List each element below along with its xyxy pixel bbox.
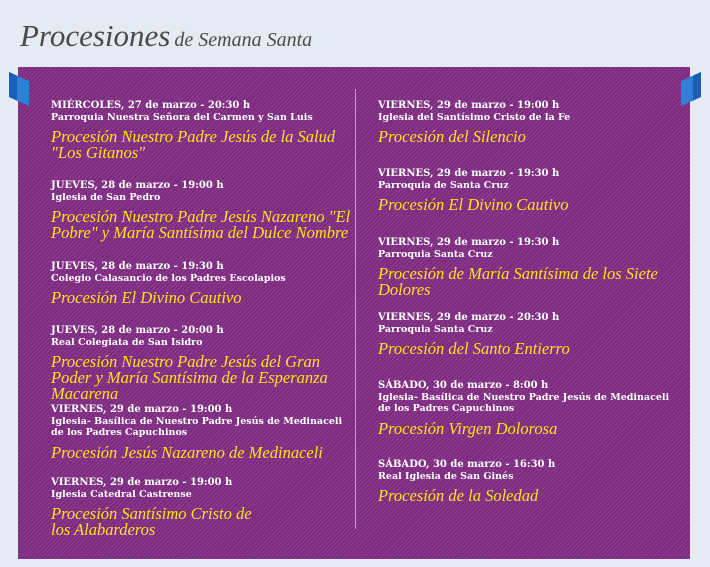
title-main: Procesiones bbox=[20, 18, 171, 53]
event-procession: Procesión Virgen Dolorosa bbox=[378, 418, 558, 438]
event-procession: Procesión Nuestro Padre Jesús de la Salud "Los Gitanos" bbox=[51, 127, 336, 162]
event-procession: Procesión del Santo Entierro bbox=[378, 339, 570, 358]
event-item bbox=[378, 459, 678, 504]
event-place: Parroquia Santa Cruz bbox=[378, 248, 493, 260]
event-item bbox=[51, 477, 261, 538]
event-date: MIÉRCOLES, 27 de marzo - 20:30 h bbox=[51, 100, 251, 111]
event-item bbox=[378, 312, 678, 357]
event-place: Iglesia del Santísimo Cristo de la Fe bbox=[378, 111, 571, 123]
title-subtitle: de Semana Santa bbox=[174, 29, 313, 51]
event-procession: Procesión El Divino Cautivo bbox=[51, 288, 242, 307]
event-place: Iglesia- Basílica de Nuestro Padre Jesús de Medinaceli de los Padres Capuchinos bbox=[378, 391, 670, 414]
event-procession: Procesión Santísimo Cristo de los Alabarderos bbox=[51, 504, 252, 539]
event-date: JUEVES, 28 de marzo - 20:00 h bbox=[51, 325, 224, 336]
event-date: JUEVES, 28 de marzo - 19:30 h bbox=[51, 261, 224, 272]
event-date: VIERNES, 29 de marzo - 20:30 h bbox=[378, 312, 560, 323]
event-procession: Procesión Nuestro Padre Jesús del Gran Poder y María Santísima de la Esperanza Macarena bbox=[51, 352, 328, 403]
event-item bbox=[51, 325, 356, 402]
event-place: Colegio Calasancio de los Padres Escolapios bbox=[51, 272, 286, 284]
event-date: VIERNES, 29 de marzo - 19:30 h bbox=[378, 237, 560, 248]
event-item bbox=[51, 100, 356, 161]
event-item bbox=[51, 261, 356, 306]
event-place: Real Iglesia de San Ginés bbox=[378, 470, 514, 482]
event-item bbox=[378, 380, 678, 437]
event-place: Iglesia- Basílica de Nuestro Padre Jesús de Medinaceli de los Padres Capuchinos bbox=[51, 415, 343, 438]
event-place: Parroquia Nuestra Señora del Carmen y San Luis bbox=[51, 111, 313, 123]
page-title bbox=[20, 18, 312, 54]
corner-ribbon-left-icon bbox=[9, 72, 29, 106]
event-procession: Procesión de María Santísima de los Siete Dolores bbox=[378, 264, 658, 299]
corner-ribbon-right-icon bbox=[681, 72, 701, 106]
event-date: VIERNES, 29 de marzo - 19:00 h bbox=[51, 404, 233, 415]
event-place: Parroquia Santa Cruz bbox=[378, 323, 493, 335]
event-item bbox=[51, 404, 356, 461]
event-date: VIERNES, 29 de marzo - 19:30 h bbox=[378, 168, 560, 179]
event-place: Real Colegiata de San Isidro bbox=[51, 336, 203, 348]
event-item bbox=[378, 237, 678, 298]
event-date: SÁBADO, 30 de marzo - 8:00 h bbox=[378, 380, 549, 391]
event-item bbox=[378, 168, 678, 213]
event-item bbox=[51, 180, 356, 241]
event-procession: Procesión del Silencio bbox=[378, 127, 526, 146]
event-place: Iglesia de San Pedro bbox=[51, 191, 161, 203]
event-place: Parroquia de Santa Cruz bbox=[378, 179, 509, 191]
event-date: VIERNES, 29 de marzo - 19:00 h bbox=[51, 477, 233, 488]
event-item bbox=[378, 100, 678, 145]
event-date: VIERNES, 29 de marzo - 19:00 h bbox=[378, 100, 560, 111]
event-date: JUEVES, 28 de marzo - 19:00 h bbox=[51, 180, 224, 191]
event-date: SÁBADO, 30 de marzo - 16:30 h bbox=[378, 459, 556, 470]
event-procession: Procesión Jesús Nazareno de Medinaceli bbox=[51, 442, 323, 462]
event-procession: Procesión El Divino Cautivo bbox=[378, 195, 569, 214]
event-procession: Procesión de la Soledad bbox=[378, 486, 539, 505]
event-procession: Procesión Nuestro Padre Jesús Nazareno "El Pobre" y María Santísima del Dulce Nombre bbox=[51, 207, 351, 242]
event-place: Iglesia Catedral Castrense bbox=[51, 488, 192, 500]
processions-panel bbox=[18, 67, 690, 559]
